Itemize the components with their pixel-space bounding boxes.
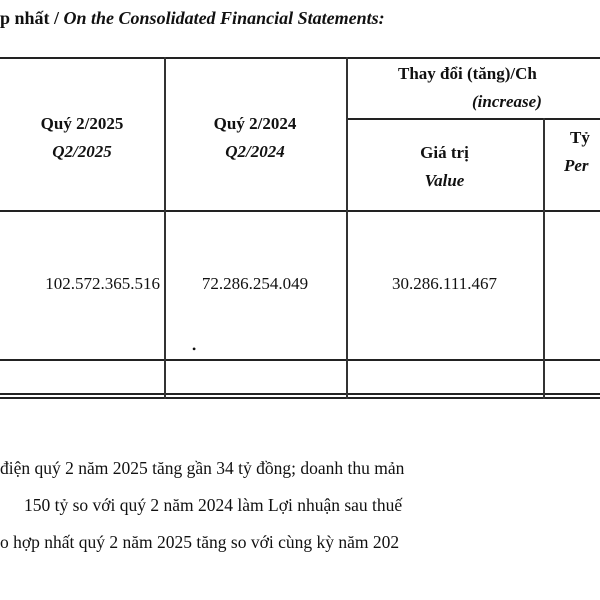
header-value	[346, 139, 543, 195]
header-ratio-en: Per	[564, 156, 589, 175]
table-bottom-border	[0, 393, 600, 395]
col-divider-1	[164, 57, 166, 399]
paragraph-line-1: điện quý 2 năm 2025 tăng gần 34 tỷ đồng; doanh thu mản	[0, 458, 405, 478]
change-group-divider	[346, 118, 600, 120]
heading-vi: p nhất /	[0, 8, 64, 28]
header-change-en: (increase)	[472, 92, 542, 111]
header-q2-2025-vi: Quý 2/2025	[40, 114, 124, 133]
header-ratio-vi: Tỷ	[570, 128, 590, 147]
header-change-vi: Thay đổi (tăng)/Ch	[398, 64, 537, 83]
header-bottom-border	[0, 210, 600, 212]
header-q2-2024-en: Q2/2024	[225, 142, 285, 161]
row-divider	[0, 359, 600, 361]
heading-en: On the Consolidated Financial Statements:	[63, 8, 385, 28]
cell-q2-2025: 102.572.365.516	[45, 274, 160, 293]
paragraph-line-2: 150 tỷ so với quý 2 năm 2024 làm Lợi nhuận sau thuế	[24, 495, 403, 515]
header-q2-2024	[164, 110, 346, 166]
col-divider-3	[543, 118, 545, 399]
stray-mark: •	[192, 342, 197, 356]
cell-change-value: 30.286.111.467	[392, 274, 497, 293]
cell-q2-2024: 72.286.254.049	[201, 274, 309, 293]
table-top-border	[0, 57, 600, 59]
header-value-vi: Giá trị	[420, 143, 469, 162]
paragraph-line-3: o hợp nhất quý 2 năm 2025 tăng so với cùng kỳ năm 202	[0, 532, 400, 552]
header-q2-2024-vi: Quý 2/2024	[213, 114, 297, 133]
header-q2-2025-en: Q2/2025	[52, 142, 112, 161]
table-bottom-border-inner	[0, 397, 600, 399]
header-value-en: Value	[424, 171, 465, 190]
header-q2-2025	[0, 110, 164, 166]
header-change-group	[346, 60, 600, 116]
header-ratio	[564, 124, 590, 180]
